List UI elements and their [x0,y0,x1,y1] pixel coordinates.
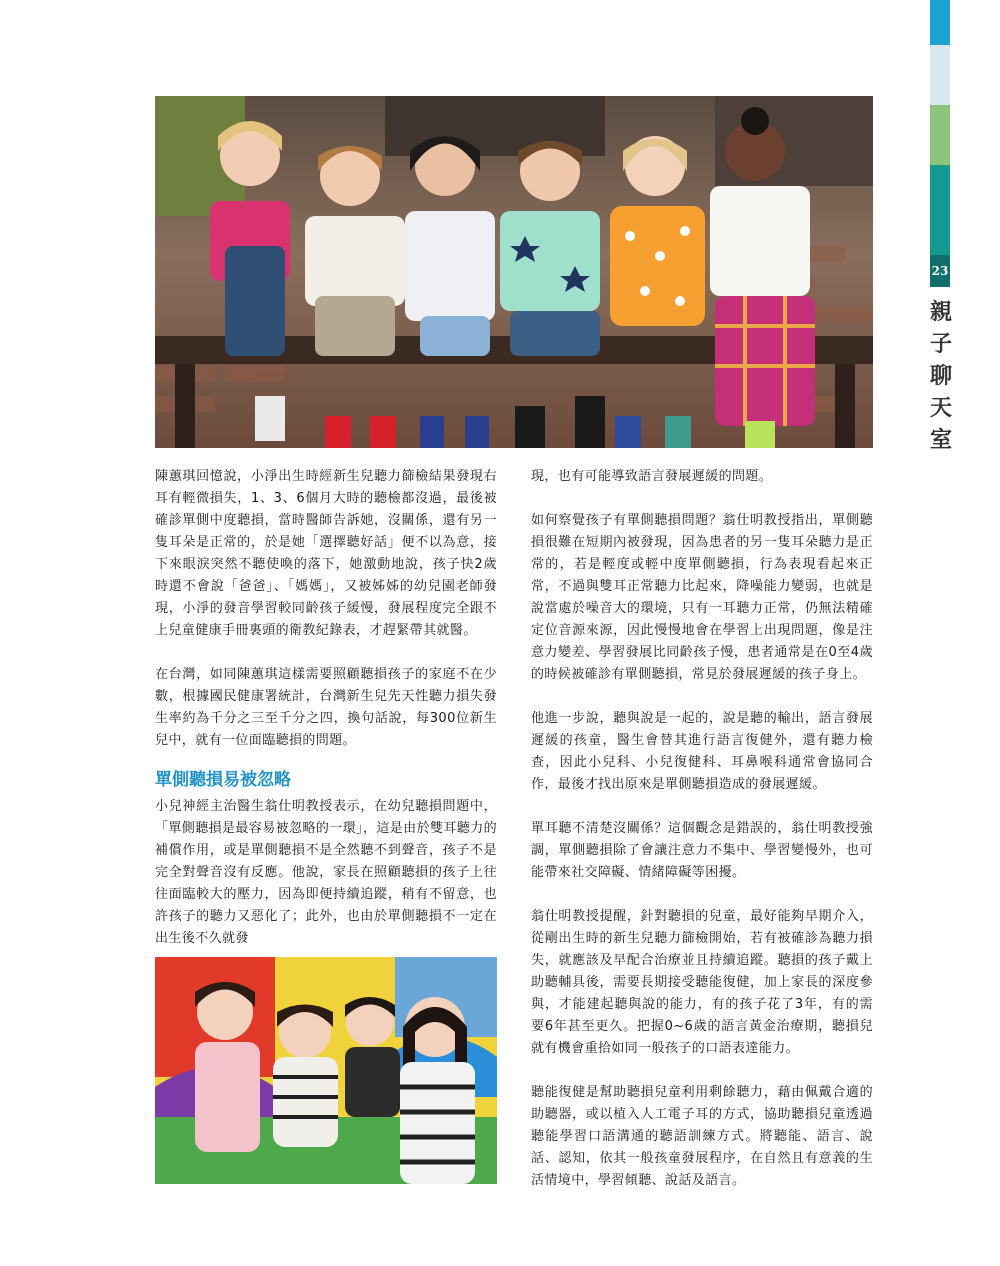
color-tab-blue [930,0,950,45]
paragraph: 單耳聽不清楚沒關係？這個觀念是錯誤的，翁仕明教授強調，單側聽損除了會讓注意力不集中、學習變慢外，也可能帶來社交障礙、情緒障礙等困擾。 [531,821,873,880]
paragraph: 他進一步說，聽與說是一起的，說是聽的輸出，語言發展遲緩的孩童，醫生會替其進行語言復健外，還有聽力檢查，因此小兒科、小兒復健科、耳鼻喉科通常會協同合作，最後才找出原來是單側聽損造成的發展遲緩。 [531,711,873,792]
children-playground-photo [155,957,497,1184]
section-subheading: 單側聽損易被忽略 [155,770,291,790]
paragraph: 陳蕙琪回憶說，小淨出生時經新生兒聽力篩檢結果發現右耳有輕微損失，1、3、6個月大時的聽檢都沒過，最後被確診單側中度聽損，當時醫師告訴她，沒關係，還有另一隻耳朵是正常的，於是她「選擇聽好話」便不以為意，接下來眼淚突然不聽使喚的落下，她激動地說，孩子快2歲時還不會說「爸爸」、「媽媽」，又被姊姊的幼兒園老師發現，小淨的發音學習較同齡孩子緩慢，發展程度完全跟不上兒童健康手冊裏頭的衛教紀錄表，才趕緊帶其就醫。 [155,469,497,638]
color-tab-teal [930,165,950,255]
color-tab-green [930,105,950,165]
paragraph: 在台灣，如同陳蕙琪這樣需要照顧聽損孩子的家庭不在少數，根據國民健康署統計，台灣新生兒先天性聽力損失發生率約為千分之三至千分之四，換句話說，每300位新生兒中，就有一位面臨聽損的問題。 [155,667,497,748]
children-bench-photo [155,96,873,448]
paragraph: 如何察覺孩子有單側聽損問題？翁仕明教授指出，單側聽損很難在短期內被發現，因為患者的另一隻耳朵聽力是正常的，若是輕度或輕中度單側聽損，行為表現看起來正常，不過與雙耳正常聽力比起來，降噪能力變弱，也就是說當處於噪音大的環境，只有一耳聽力正常，仍無法精確定位音源來源，因此慢慢地會在學習上出現問題，像是注意力變差、學習發展比同齡孩子慢，患者通常是在0至4歲的時候被確診有單側聽損，常見於發展遲緩的孩子身上。 [531,513,873,682]
paragraph: 小兒神經主治醫生翁仕明教授表示，在幼兒聽損問題中，「單側聽損是最容易被忽略的一環」，這是由於雙耳聽力的補償作用，或是單側聽損不是全然聽不到聲音，孩子不是完全對聲音沒有反應。他說，家長在照顧聽損的孩子上往往面臨較大的壓力，因為即便持續追蹤，稍有不留意，也許孩子的聽力又惡化了；此外，也由於單側聽損不一定在出生後不久就發 [155,799,497,946]
page-number: 23 [930,255,950,287]
paragraph: 翁仕明教授提醒，針對聽損的兒童，最好能夠早期介入，從剛出生時的新生兒聽力篩檢開始，若有被確診為聽力損失，就應該及早配合治療並且持續追蹤。聽損的孩子戴上助聽輔具後，需要長期接受聽能復健，加上家長的深度參與，才能建起聽與說的能力，有的孩子花了3年，有的需要6年甚至更久。把握0~6歲的語言黃金治療期，聽損兒就有機會重拾如同一般孩子的口語表達能力。 [531,909,873,1056]
paragraph: 聽能復健是幫助聽損兒童利用剩餘聽力，藉由佩戴合適的助聽器，或以植入人工電子耳的方式，協助聽損兒童透過聽能學習口語溝通的聽語訓練方式。將聽能、語言、說話、認知，依其一般孩童發展程序，在自然且有意義的生活情境中，學習傾聽、說話及語言。 [531,1085,873,1188]
color-tab-light [930,45,950,105]
paragraph: 現，也有可能導致語言發展遲緩的問題。 [531,469,773,484]
section-title: 親子聊天室 [929,299,952,453]
